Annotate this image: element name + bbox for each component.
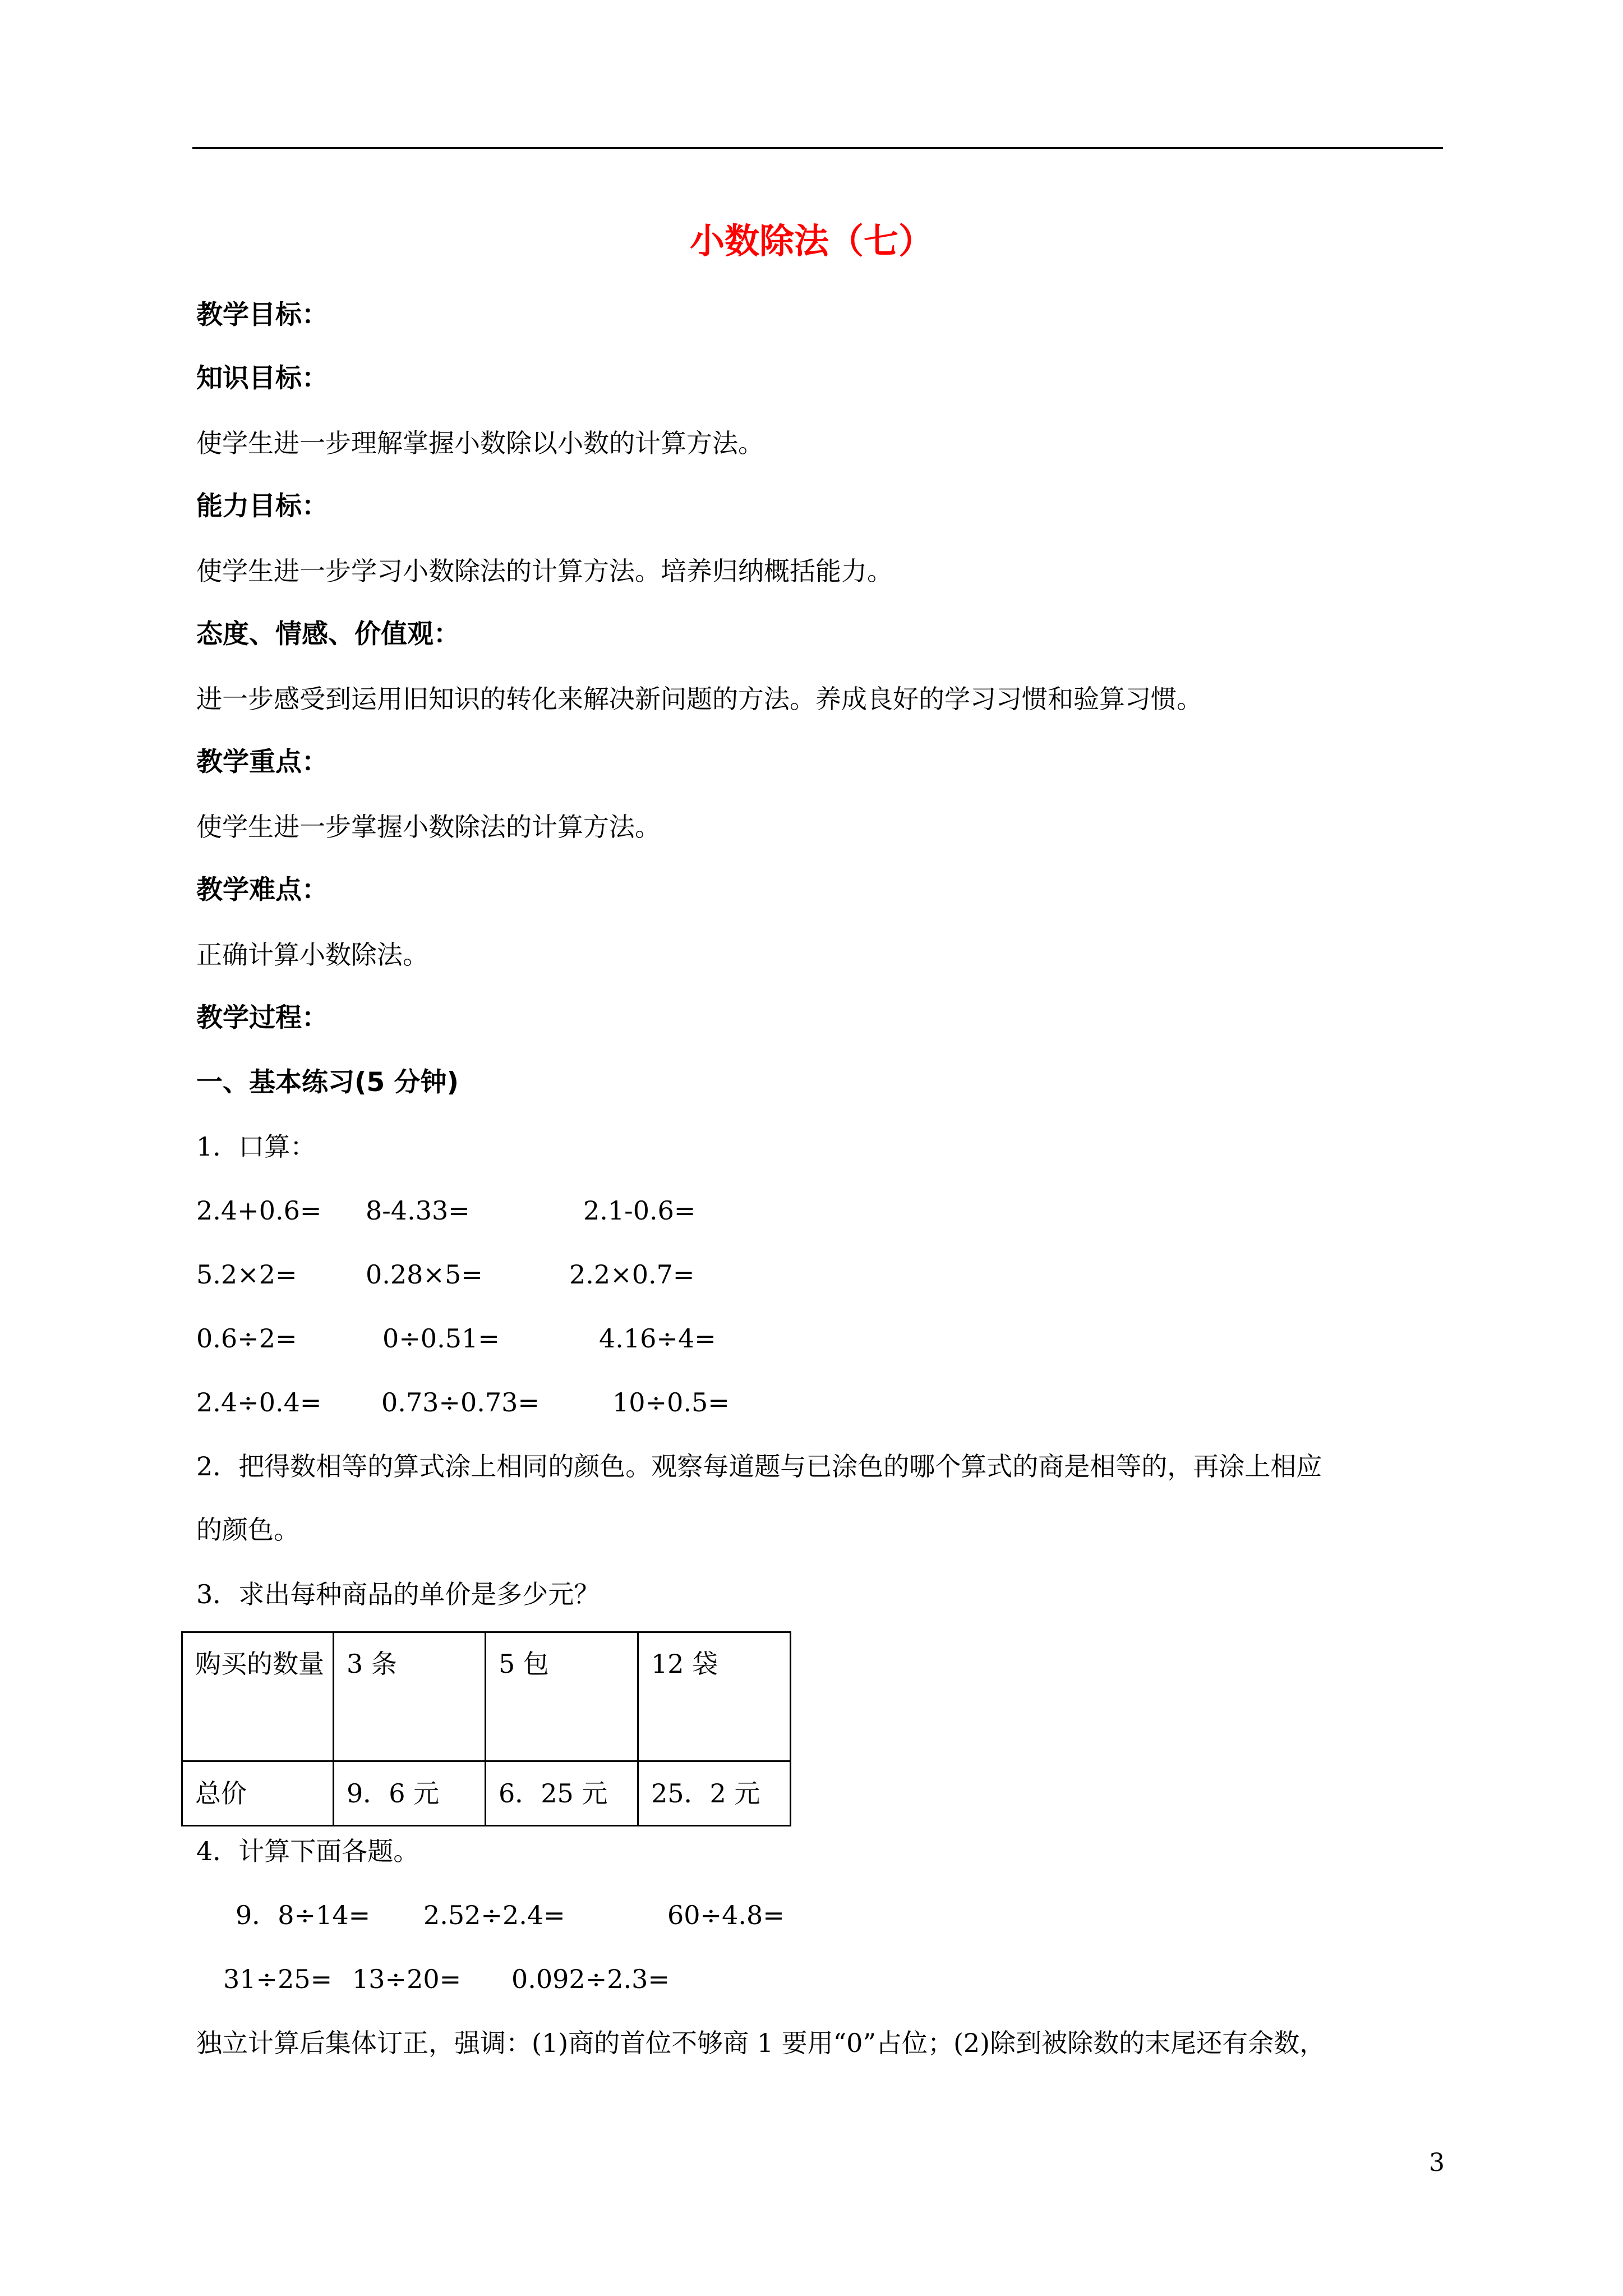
closing-text: 独立计算后集体订正，强调：(1)商的首位不够商 1 要用“0”占位；(2)除到被除数的末尾还有余数， — [196, 2028, 1326, 2058]
q4-label: 4．计算下面各题。 — [196, 1836, 419, 1866]
table-cell: 25．2 元 — [638, 1761, 791, 1826]
q2-text-line1: 2．把得数相等的算式涂上相同的颜色。观察每道题与已涂色的哪个算式的商是相等的，再涂上相应 — [196, 1451, 1322, 1481]
heading-process: 教学过程： — [196, 1002, 328, 1033]
q1-item: 2.2×0.7= — [569, 1259, 695, 1290]
table-cell-quantity-header: 购买的数量 — [182, 1632, 334, 1761]
heading-difficulty: 教学难点： — [196, 875, 328, 905]
header-rule — [192, 147, 1443, 149]
q4-item: 0.092÷2.3= — [511, 1964, 670, 1994]
table-cell: 3 条 — [334, 1632, 486, 1761]
q4-item: 9．8÷14= — [236, 1900, 371, 1930]
q1-item: 8-4.33= — [366, 1195, 470, 1226]
q1-item: 0.28×5= — [366, 1259, 483, 1290]
price-table — [181, 1631, 791, 1826]
q1-item: 0.73÷0.73= — [381, 1387, 540, 1418]
q4-item: 60÷4.8= — [667, 1900, 785, 1930]
heading-teaching-goals: 教学目标： — [196, 300, 328, 330]
table-cell: 12 袋 — [638, 1632, 791, 1761]
q1-item: 2.1-0.6= — [583, 1195, 696, 1226]
q1-item: 5.2×2= — [196, 1259, 297, 1290]
q2-text-line2: 的颜色。 — [196, 1515, 299, 1545]
heading-key-point: 教学重点： — [196, 747, 328, 777]
table-cell: 5 包 — [486, 1632, 638, 1761]
page-number: 3 — [1429, 2148, 1445, 2177]
table-cell-total-header: 总价 — [182, 1761, 334, 1826]
q1-item: 2.4÷0.4= — [196, 1387, 322, 1418]
table-cell: 6．25 元 — [486, 1761, 638, 1826]
q1-item: 2.4+0.6= — [196, 1195, 322, 1226]
table-row — [182, 1632, 791, 1761]
q1-item: 0÷0.51= — [382, 1323, 500, 1354]
knowledge-goal-text: 使学生进一步理解掌握小数除以小数的计算方法。 — [196, 428, 764, 458]
heading-knowledge-goal: 知识目标： — [196, 363, 328, 394]
q1-label: 1．口算： — [196, 1131, 316, 1162]
table-row — [182, 1761, 791, 1826]
q4-item: 31÷25= — [223, 1964, 333, 1994]
q1-item: 4.16÷4= — [599, 1323, 716, 1354]
heading-ability-goal: 能力目标： — [196, 491, 328, 522]
key-point-text: 使学生进一步掌握小数除法的计算方法。 — [196, 812, 661, 842]
q1-item: 0.6÷2= — [196, 1323, 297, 1354]
q4-item: 13÷20= — [352, 1964, 462, 1994]
q1-item: 10÷0.5= — [612, 1387, 730, 1418]
page-title: 小数除法（七） — [689, 220, 933, 261]
difficulty-text: 正确计算小数除法。 — [196, 940, 428, 970]
heading-section1: 一、基本练习(5 分钟) — [196, 1067, 459, 1098]
ability-goal-text: 使学生进一步学习小数除法的计算方法。培养归纳概括能力。 — [196, 556, 893, 586]
q3-label: 3．求出每种商品的单价是多少元？ — [196, 1579, 600, 1609]
q4-item: 2.52÷2.4= — [423, 1900, 565, 1930]
attitude-goal-text: 进一步感受到运用旧知识的转化来解决新问题的方法。养成良好的学习习惯和验算习惯。 — [196, 684, 1202, 714]
heading-attitude-goal: 态度、情感、价值观： — [196, 619, 460, 650]
table-cell: 9．6 元 — [334, 1761, 486, 1826]
